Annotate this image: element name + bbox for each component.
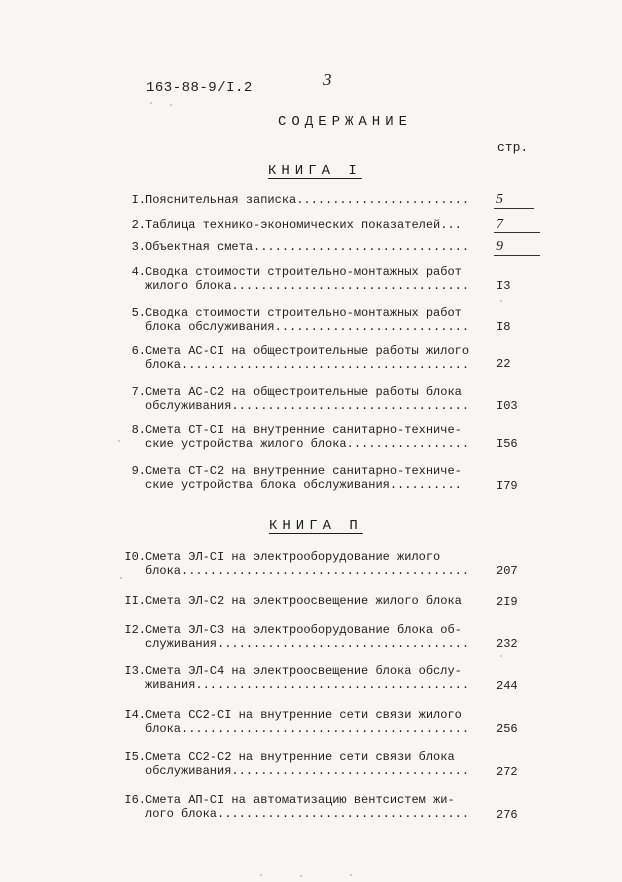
scan-speck	[118, 440, 120, 442]
entry-title: Смета СТ-С2 на внутренние санитарно-техниче-	[145, 464, 462, 478]
scan-speck	[260, 874, 262, 876]
entry-page: I3	[496, 279, 511, 293]
entry-title: Смета ЭЛ-С2 на электроосвещение жилого блока	[145, 594, 462, 608]
entry-number: 5.	[131, 306, 146, 320]
entry-title-cont: служивания...................................	[145, 637, 470, 651]
handwritten-underline	[494, 208, 534, 209]
entry-title-cont: жилого блока.................................	[145, 279, 470, 293]
entry-number: I3.	[124, 664, 146, 678]
entry-title-cont: живания......................................	[145, 678, 470, 692]
entry-title: Сводка стоимости строительно-монтажных работ	[145, 265, 462, 279]
scan-speck	[350, 874, 352, 876]
entry-title: Смета АС-СI на общестроительные работы жилого	[145, 344, 470, 358]
scan-speck	[300, 875, 302, 877]
entry-title-cont: блока........................................	[145, 722, 470, 736]
entry-number: I4.	[124, 708, 146, 722]
entry-number: 8.	[131, 423, 146, 437]
entry-number: I2.	[124, 623, 146, 637]
entry-page: 7	[496, 217, 503, 232]
entry-page: 272	[496, 765, 518, 779]
entry-title: Таблица технико-экономических показателей...	[145, 218, 462, 232]
entry-title-cont: обслуживания.................................	[145, 399, 470, 413]
entry-page: 256	[496, 722, 518, 736]
entry-page: I03	[496, 399, 518, 413]
scan-speck	[170, 104, 172, 106]
scan-speck	[150, 102, 152, 104]
entry-title: Смета СС2-СI на внутренние сети связи жилого	[145, 708, 462, 722]
entry-page: 276	[496, 808, 518, 822]
entry-page: I56	[496, 437, 518, 451]
entry-title: Объектная смета..............................	[145, 240, 470, 254]
book1-heading: КНИГА I	[268, 163, 362, 179]
entry-number: 7.	[131, 385, 146, 399]
entry-title: Смета СС2-С2 на внутренние сети связи блока	[145, 750, 455, 764]
entry-number: 3.	[131, 240, 146, 254]
entry-title: Смета АП-СI на автоматизацию вентсистем жи-	[145, 793, 455, 807]
entry-number: 6.	[131, 344, 146, 358]
entry-title: Пояснительная записка........................	[145, 193, 470, 207]
entry-title: Смета СТ-СI на внутренние санитарно-техниче-	[145, 423, 462, 437]
entry-number: 2.	[131, 218, 146, 232]
entry-title-cont: ские устройства жилого блока.................	[145, 437, 470, 451]
entry-title-cont: блока........................................	[145, 564, 470, 578]
scan-speck	[120, 577, 122, 579]
entry-title: Смета АС-С2 на общестроительные работы блока	[145, 385, 462, 399]
entry-page: 2I9	[496, 595, 518, 609]
entry-page: I79	[496, 479, 518, 493]
handwritten-underline	[494, 255, 540, 256]
handwritten-underline	[494, 232, 540, 233]
scan-speck	[500, 300, 502, 302]
entry-page: 244	[496, 679, 518, 693]
entry-title-cont: обслуживания.................................	[145, 764, 470, 778]
entry-number: I0.	[124, 550, 146, 564]
entry-page: 9	[496, 239, 503, 254]
entry-page: I8	[496, 320, 511, 334]
entry-title: Смета ЭЛ-С4 на электроосвещение блока обслу-	[145, 664, 462, 678]
entry-page: 232	[496, 637, 518, 651]
entry-number: I5.	[124, 750, 146, 764]
page-column-header: стр.	[497, 140, 529, 155]
entry-page: 5	[496, 192, 503, 207]
entry-number: II.	[124, 594, 146, 608]
scan-speck	[500, 655, 502, 657]
document-code: 163-88-9/I.2	[146, 80, 253, 96]
entry-number: 9.	[131, 464, 146, 478]
entry-page: 207	[496, 564, 518, 578]
page-number: 3	[323, 70, 332, 89]
entry-number: I6.	[124, 793, 146, 807]
entry-title-cont: блока........................................	[145, 358, 470, 372]
entry-number: 4.	[131, 265, 146, 279]
entry-title: Смета ЭЛ-СI на электрооборудование жилого	[145, 550, 441, 564]
book2-heading: КНИГА П	[269, 518, 363, 534]
entry-title-cont: лого блока...................................	[145, 807, 470, 821]
entry-title: Смета ЭЛ-С3 на электрооборудование блока об-	[145, 623, 462, 637]
entry-title-cont: блока обслуживания...........................	[145, 320, 470, 334]
entry-title: Сводка стоимости строительно-монтажных работ	[145, 306, 462, 320]
contents-title: СОДЕРЖАНИЕ	[278, 114, 413, 130]
entry-number: I.	[131, 193, 146, 207]
entry-page: 22	[496, 357, 511, 371]
entry-title-cont: ские устройства блока обслуживания..........	[145, 478, 462, 492]
